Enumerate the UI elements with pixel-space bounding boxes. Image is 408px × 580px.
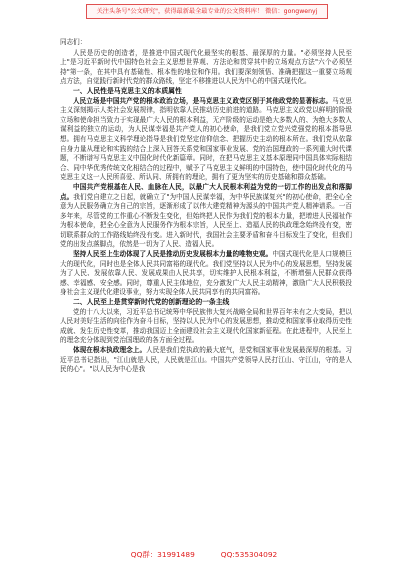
lead-sentence: 体现在根本执政理念上。 bbox=[73, 346, 147, 354]
body-paragraph-5 bbox=[60, 346, 352, 375]
promo-banner[interactable]: 关注头条号"公文研究"，获得最新最全最专业的公文资料库！ 微信：gongwenyj bbox=[86, 4, 328, 19]
body-paragraph-2 bbox=[60, 183, 352, 250]
qq-number-text: QQ:535304092 bbox=[220, 550, 278, 559]
paragraph-text: 马克思主义深刻揭示人类社会发展规律，指明依靠人民推动历史前进的道路。马克思主义政党以鲜明的阶级立场和使命担当致力于实现最广大人民的根本利益，无产阶级的运动是绝大多数人的、为绝大多数人谋利益的独立的运动，为人民谋幸福是共产党人的初心使命，是我们党立党兴党强党的根本指导思想。拥有马克思主义科学理论指导是我们党坚定信仰信念、把握历史主动的根本所在。我们党从依靠自身力量从理论和实践的结合上深入回答关系党和国家事业发展、党的治国理政的一系列重大时代课题，不断谱写马克思主义中国化时代化新篇章。同时，在把马克思主义基本原理同中国具体实际相结合、同中华优秀传统文化相结合的过程中，赋予了马克思主义鲜明的中国特色，使中国化时代化的马克思主义这一人民所喜爱、所认同、所拥有的理论，拥有了更为坚实的历史基础和群众基础。 bbox=[60, 96, 353, 182]
section-heading-2 bbox=[60, 298, 352, 308]
lead-sentence: 坚持人民至上生动体现了人民是推动历史发展根本力量的唯物史观。 bbox=[73, 250, 273, 259]
paragraph-text: 人民是我们党执政的最大底气，是党和国家事业发展最深厚的根基。习近平总书记指出，"江山就是人民，人民就是江山。中国共产党领导人民打江山、守江山，守的是人民的心"。"以人民为中心是我 bbox=[60, 346, 353, 374]
heading-text: 人民至上是贯穿新时代党的创新理论的一条主线 bbox=[86, 298, 230, 307]
salutation: 同志们： bbox=[60, 38, 87, 46]
body-paragraph-1 bbox=[60, 97, 352, 183]
heading-number: 二、 bbox=[73, 298, 87, 307]
document-body bbox=[60, 38, 352, 375]
section-heading-1: 一、人民性是马克思主义的本质属性 bbox=[73, 86, 182, 95]
lead-sentence: 人民立场是中国共产党的根本政治立场，是马克思主义政党区别于其他政党的显著标志。 bbox=[73, 96, 333, 105]
lead-sentence: 中国共产党根基在人民、血脉在人民，以最广大人民根本利益为党的一切工作的出发点和落脚点。 bbox=[60, 182, 352, 201]
contact-footer bbox=[0, 550, 408, 560]
body-paragraph-3 bbox=[60, 250, 352, 298]
body-paragraph-4: 党的十八大以来，习近平总书记统筹中华民族伟大复兴战略全局和世界百年未有之大变局，把以人民对美好生活的向往作为奋斗目标，坚持以人民为中心的发展思想，推动党和国家事业取得历史性成就、发生历史性变革，推动我国迈上全面建设社会主义现代化国家新征程。在此进程中，人民至上的理念充分体现到党治国理政的各方面全过程。 bbox=[60, 307, 352, 345]
qq-group-text: QQ群：31991489 bbox=[130, 550, 195, 559]
paragraph-text: 中国式现代化是人口规模巨大的现代化，同时也是全体人民共同富裕的现代化。我们党坚持以人民为中心的发展思想，坚持发展为了人民、发展依靠人民、发展成果由人民共享，切实维护人民根本利益，不断增强人民群众获得感、幸福感、安全感。同时，尊重人民主体地位，充分激发广大人民主动精神，激励广大人民积极投身社会主义现代化建设事业，努力实现全体人民共同享有的共同富裕。 bbox=[60, 250, 353, 297]
paragraph-text: 我们党自建立之日起，就确立了"为中国人民谋幸福，为中华民族谋复兴"的初心使命，把全心全意为人民服务确立为自己的宗旨，逐渐形成了以伟大建党精神为源头的中国共产党人精神谱系。一百多年来，尽管党的工作重心不断发生变化，但始终把人民作为我们党的根本力量，把增进人民福祉作为根本使命，把全心全意为人民服务作为根本宗旨，人民至上、造福人民的执政理念始终没有变，密切联系群众的工作路线始终没有变。进入新时代，我国社会主要矛盾和奋斗目标发生了变化，但我们党的出发点落脚点，依然是一切为了人民、造福人民。 bbox=[60, 192, 352, 249]
intro-paragraph: 人民是历史的创造者，是推进中国式现代化最坚实的根基、最深厚的力量。"必须坚持人民至上"是习近平新时代中国特色社会主义思想世界观、方法论和贯穿其中的立场观点方法"六个必须坚持"第一条，在其中具有基础性、根本性的地位和作用。我们要深刻领悟、准确把握这一重要立场观点方法，自觉践行新时代党的群众路线，坚定不移推进以人民为中心的中国式现代化。 bbox=[60, 48, 352, 86]
